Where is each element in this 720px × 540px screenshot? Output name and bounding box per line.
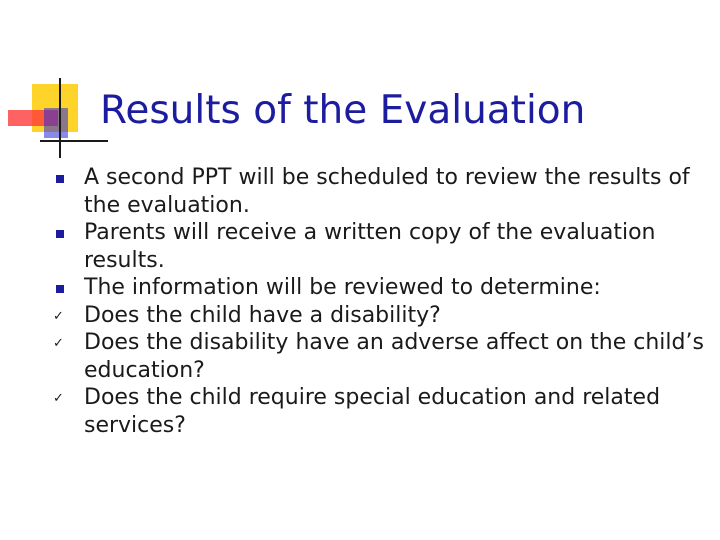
square-bullet-icon [50, 164, 84, 191]
bullet-item [50, 302, 710, 330]
bullet-list [50, 164, 710, 439]
bullet-text: Parents will receive a written copy of the evaluation results. [84, 220, 656, 273]
bullet-item [50, 384, 710, 439]
slide-logo-icon [0, 0, 110, 170]
checkmark-bullet-icon: ✓ [53, 336, 64, 351]
logo-blue-square [44, 108, 68, 138]
bullet-text: Does the disability have an adverse affect on the child’s education? [84, 330, 704, 383]
bullet-item [50, 219, 710, 274]
checkmark-bullet-icon: ✓ [53, 391, 64, 406]
bullet-item [50, 164, 710, 219]
bullet-text: A second PPT will be scheduled to review the results of the evaluation. [84, 165, 690, 218]
square-bullet-icon [50, 219, 84, 246]
bullet-item [50, 274, 710, 302]
bullet-text: Does the child have a disability? [84, 302, 441, 328]
checkmark-bullet-icon: ✓ [53, 308, 64, 324]
square-bullet-icon [50, 274, 84, 301]
bullet-text: The information will be reviewed to determine: [84, 275, 601, 300]
slide-title: Results of the Evaluation [100, 88, 586, 133]
bullet-item [50, 329, 710, 384]
bullet-text: Does the child require special education and related services? [84, 385, 661, 438]
